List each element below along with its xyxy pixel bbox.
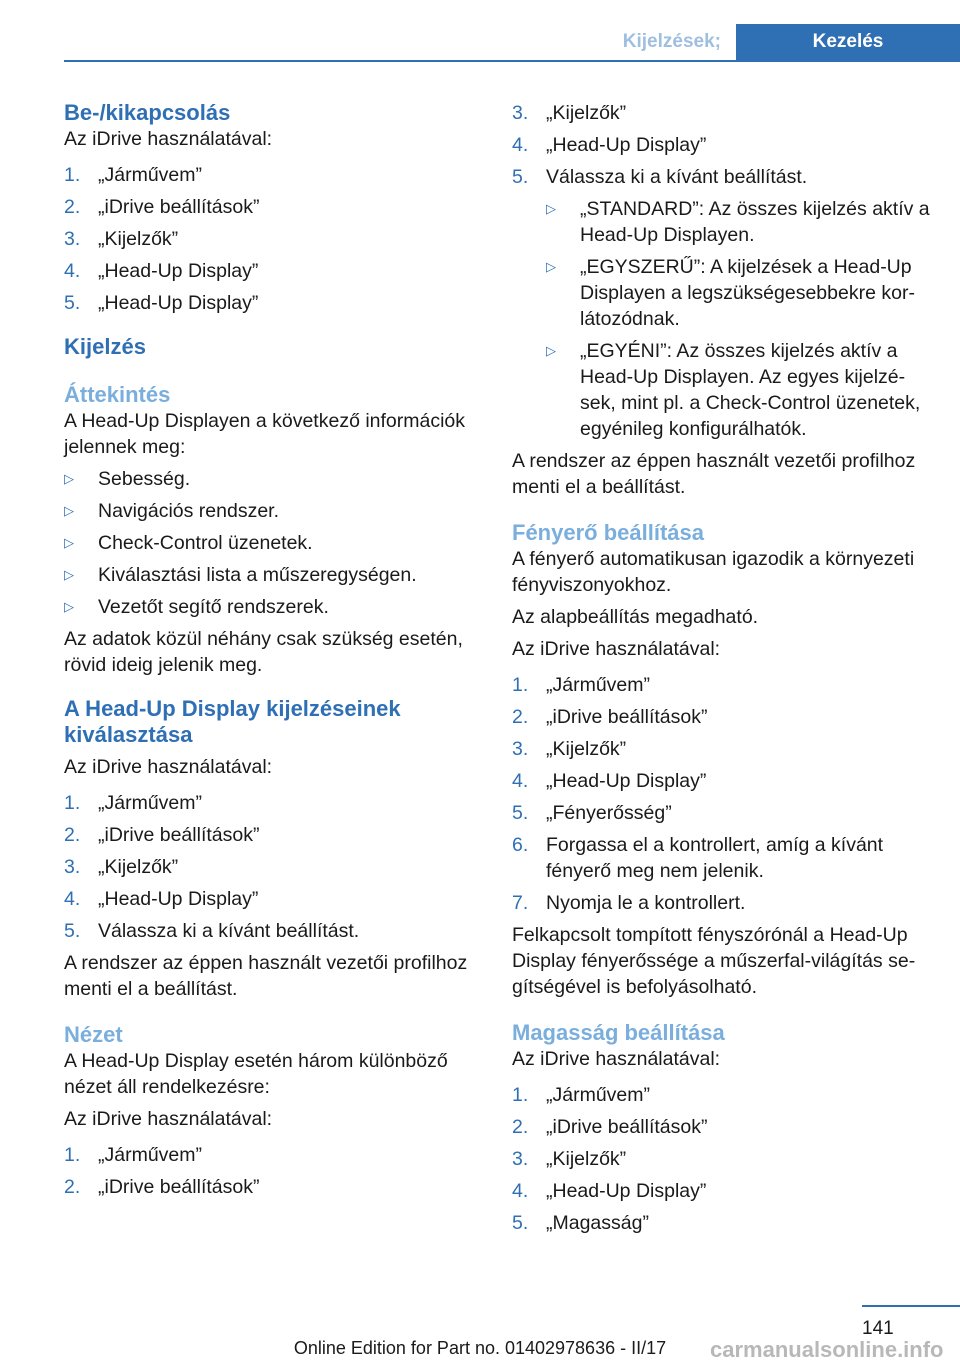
list-item: 2. „iDrive beállítások” — [512, 1116, 708, 1138]
select-intro: Az iDrive használatával: — [64, 756, 273, 778]
list-item: 4. „Head-Up Display” — [512, 1180, 707, 1202]
display-heading: Kijelzés — [64, 334, 146, 359]
list-item: 5. „Magasság” — [512, 1212, 649, 1234]
list-item: 2. „iDrive beállítások” — [64, 1176, 260, 1198]
list-item: 1. „Járművem” — [64, 792, 203, 814]
view-note: A rendszer az éppen használt vezetői profilhoz menti el a beállítást. — [512, 450, 916, 498]
overview-bullets — [64, 466, 476, 620]
list-item: 6. Forgassa el a kontrollert, amíg a kívánt fényerő meg nem jelenik. — [512, 834, 884, 882]
onoff-intro: Az iDrive használatával: — [64, 128, 273, 150]
select-heading: A Head-Up Display kijelzéseinek kiválasztása — [64, 696, 401, 747]
onoff-steps — [64, 162, 476, 316]
header-section-kezeles: Kezelés — [736, 24, 960, 60]
list-item: ▷ Navigációs rendszer. — [64, 500, 280, 522]
list-item: ▷ Kiválasztási lista a műszeregységen. — [64, 564, 417, 586]
brightness-text-2: Az alapbeállítás megadható. — [512, 606, 759, 628]
list-item: ▷ „EGYÉNI”: Az összes kijelzés aktív a Head-Up Displayen. Az egyes kijelzések, mint pl. a Check-Control üzenetek, egyénileg konfigurálhatók. — [546, 340, 921, 440]
list-item: 4. „Head-Up Display” — [512, 770, 707, 792]
list-item: 2. „iDrive beállítások” — [64, 196, 260, 218]
onoff-heading: Be-/kikapcsolás — [64, 100, 231, 125]
list-item: 5. Válassza ki a kívánt beállítást. — [64, 920, 360, 942]
list-item: ▷ Check-Control üzenetek. — [64, 532, 313, 554]
list-item: 4. „Head-Up Display” — [64, 260, 259, 282]
select-steps — [64, 790, 476, 944]
list-item: 7. Nyomja le a kontrollert. — [512, 892, 746, 914]
view-heading: Nézet — [64, 1022, 123, 1047]
list-item: 3. „Kijelzők” — [64, 856, 179, 878]
overview-note: Az adatok közül néhány csak szükség esetén, rövid ideig jelenik meg. — [64, 628, 463, 676]
list-item: 4. „Head-Up Display” — [64, 888, 259, 910]
right-column — [512, 100, 932, 1242]
list-item: 1. „Járművem” — [512, 1084, 651, 1106]
left-column — [64, 100, 476, 1206]
height-steps — [512, 1082, 932, 1236]
triangle-bullet-icon: ▷ — [64, 599, 74, 614]
triangle-bullet-icon: ▷ — [546, 201, 556, 216]
footer-rule — [862, 1305, 960, 1307]
brightness-note: Felkapcsolt tompított fényszórónál a Head-Up Display fényerőssége a műszerfal-világítás segítségével is befolyásolható. — [512, 924, 916, 998]
list-item: 3. „Kijelzők” — [512, 102, 627, 124]
view-text: A Head-Up Display esetén három különböző nézet áll rendelkezésre: — [64, 1050, 448, 1098]
brightness-heading: Fényerő beállítása — [512, 520, 704, 545]
triangle-bullet-icon: ▷ — [546, 259, 556, 274]
list-item: 5. „Fényerősség” — [512, 802, 672, 824]
triangle-bullet-icon: ▷ — [546, 343, 556, 358]
height-heading: Magasság beállítása — [512, 1020, 725, 1045]
triangle-bullet-icon: ▷ — [64, 503, 74, 518]
view-steps — [64, 1142, 476, 1200]
list-item: 3. „Kijelzők” — [512, 738, 627, 760]
list-item: ▷ Vezetőt segítő rendszerek. — [64, 596, 329, 618]
list-item: 1. „Járművem” — [64, 1144, 203, 1166]
brightness-text-1: A fényerő automatikusan igazodik a környezeti fényviszonyokhoz. — [512, 548, 915, 596]
list-item: 2. „iDrive beállítások” — [512, 706, 708, 728]
triangle-bullet-icon: ▷ — [64, 567, 74, 582]
select-note: A rendszer az éppen használt vezetői profilhoz menti el a beállítást. — [64, 952, 468, 1000]
header-rule — [64, 60, 960, 62]
list-item: 3. „Kijelzők” — [64, 228, 179, 250]
overview-text: A Head-Up Displayen a következő információk jelennek meg: — [64, 410, 466, 458]
view-steps-continued — [512, 100, 932, 190]
list-item: ▷ „EGYSZERŰ”: A kijelzések a Head-Up Displayen a legszükségesebbekre korlátozódnak. — [546, 256, 915, 330]
list-item: 1. „Járművem” — [64, 164, 203, 186]
list-item: 1. „Járművem” — [512, 674, 651, 696]
triangle-bullet-icon: ▷ — [64, 471, 74, 486]
view-options — [546, 196, 932, 442]
height-intro: Az iDrive használatával: — [512, 1048, 721, 1070]
list-item: 5. „Head-Up Display” — [64, 292, 259, 314]
brightness-intro: Az iDrive használatával: — [512, 638, 721, 660]
list-item: ▷ „STANDARD”: Az összes kijelzés aktív a Head-Up Displayen. — [546, 198, 930, 246]
header-section-kijelzesek: Kijelzések; — [622, 31, 721, 52]
list-item: 3. „Kijelzők” — [512, 1148, 627, 1170]
triangle-bullet-icon: ▷ — [64, 535, 74, 550]
list-item: 4. „Head-Up Display” — [512, 134, 707, 156]
brightness-steps — [512, 672, 932, 916]
list-item: 5. Válassza ki a kívánt beállítást. — [512, 166, 808, 188]
overview-heading: Áttekintés — [64, 382, 171, 407]
edition-line: Online Edition for Part no. 01402978636 - II/17 — [293, 1338, 667, 1358]
view-intro: Az iDrive használatával: — [64, 1108, 273, 1130]
page-number: 141 — [862, 1318, 894, 1339]
watermark: carmanualsonline.info — [710, 1337, 944, 1362]
list-item: ▷ Sebesség. — [64, 468, 191, 490]
list-item: 2. „iDrive beállítások” — [64, 824, 260, 846]
